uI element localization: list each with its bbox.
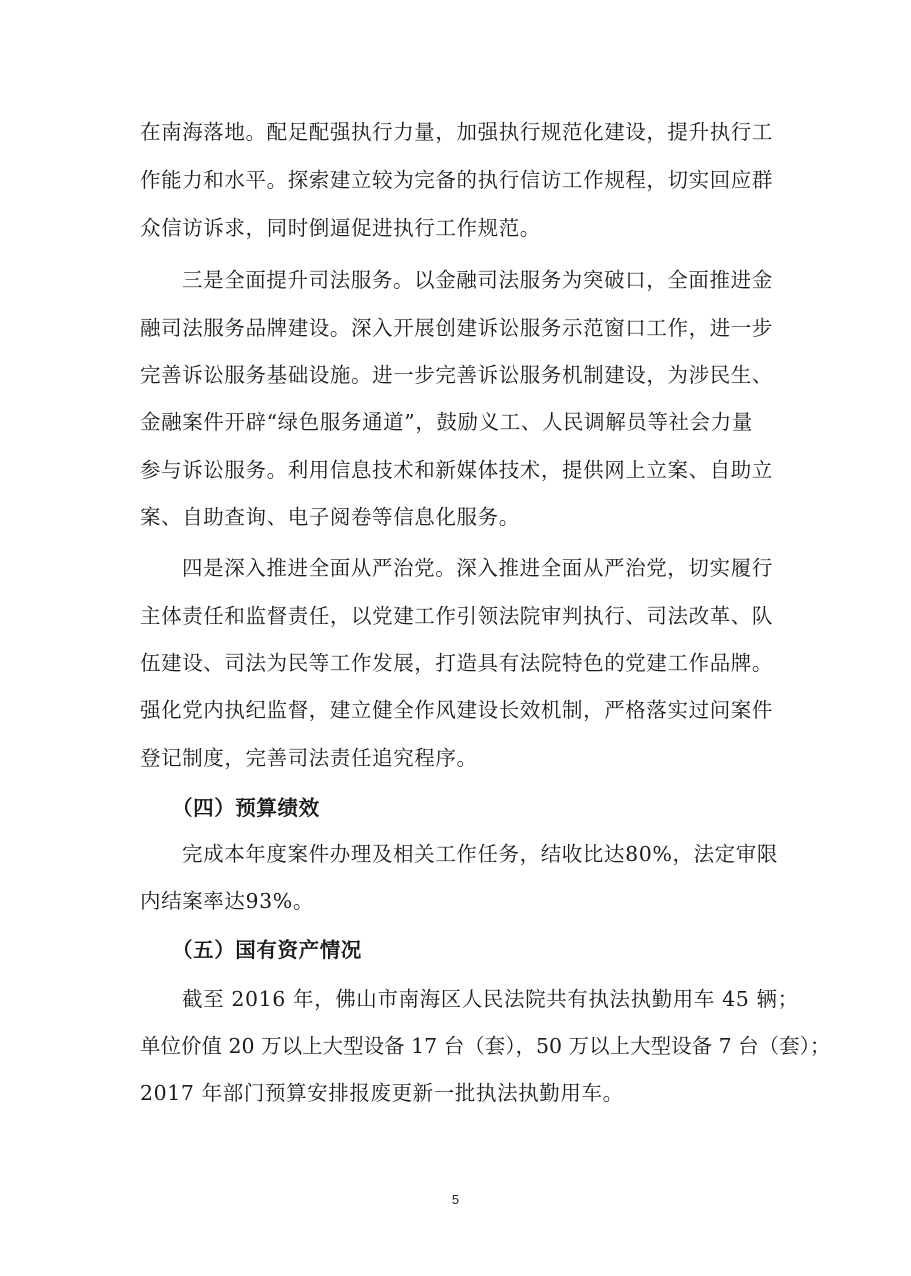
paragraph-first-line: 三是全面提升司法服务。以金融司法服务为突破口，全面推进金 (182, 268, 773, 292)
text-line: 伍建设、司法为民等工作发展，打造具有法院特色的党建工作品牌。 (140, 651, 773, 675)
text-line: 主体责任和监督责任，以党建工作引领法院审判执行、司法改革、队 (140, 604, 773, 628)
text-line: 作能力和水平。探索建立较为完备的执行信访工作规程，切实回应群 (140, 168, 773, 192)
text-line: 融司法服务品牌建设。深入开展创建诉讼服务示范窗口工作，进一步 (140, 316, 773, 340)
text-line: 金融案件开辟“绿色服务通道”，鼓励义工、人民调解员等社会力量 (140, 410, 753, 434)
text-line: 强化党内执纪监督，建立健全作风建设长效机制，严格落实过问案件 (140, 698, 773, 722)
text-line: 登记制度，完善司法责任追究程序。 (140, 746, 478, 770)
text-line: 完善诉讼服务基础设施。进一步完善诉讼服务机制建设，为涉民生、 (140, 363, 773, 387)
paragraph-first-line: 截至 2016 年，佛山市南海区人民法院共有执法执勤用车 45 辆； (182, 987, 799, 1011)
text-line: 2017 年部门预算安排报废更新一批执法执勤用车。 (140, 1081, 624, 1105)
text-line: 参与诉讼服务。利用信息技术和新媒体技术，提供网上立案、自助立 (140, 458, 773, 482)
paragraph-first-line: 四是深入推进全面从严治党。深入推进全面从严治党，切实履行 (182, 556, 773, 580)
page-number: 5 (451, 1192, 460, 1207)
text-line: 案、自助查询、电子阅卷等信息化服务。 (140, 505, 520, 529)
paragraph-first-line: 完成本年度案件办理及相关工作任务，结收比达80%，法定审限 (182, 842, 778, 866)
section-heading-budget-performance: （四）预算绩效 (172, 796, 320, 820)
section-heading-state-assets: （五）国有资产情况 (172, 938, 362, 962)
text-line: 单位价值 20 万以上大型设备 17 台（套），50 万以上大型设备 7 台（套）； (140, 1034, 831, 1058)
text-line: 内结案率达93%。 (140, 889, 314, 913)
text-line: 众信访诉求，同时倒逼促进执行工作规范。 (140, 216, 541, 240)
text-line: 在南海落地。配足配强执行力量，加强执行规范化建设，提升执行工 (140, 120, 773, 144)
